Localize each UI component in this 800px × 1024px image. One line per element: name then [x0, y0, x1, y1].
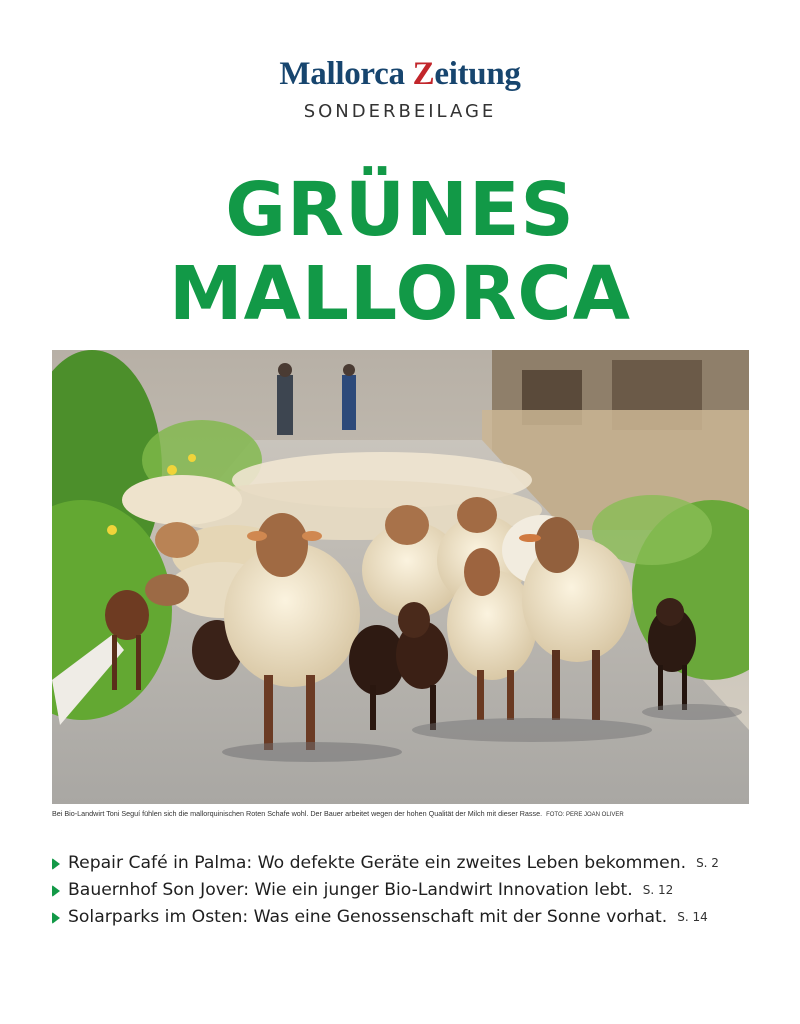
photo-caption — [52, 809, 749, 818]
page-headline — [0, 168, 800, 336]
teaser-list — [52, 850, 752, 931]
bullet-arrow-icon — [52, 912, 60, 924]
logo-text-eitung: eitung — [434, 56, 521, 92]
teaser-text: Bauernhof Son Jover: Wie ein junger Bio-Landwirt Innovation lebt. — [68, 880, 633, 900]
logo-text-mallorca: Mallorca — [279, 56, 413, 92]
teaser-item[interactable] — [52, 850, 752, 877]
teaser-page-ref: S. 12 — [642, 883, 674, 897]
cover-photo-sheep — [52, 350, 749, 804]
newspaper-logo[interactable] — [0, 54, 800, 94]
bullet-arrow-icon — [52, 858, 60, 870]
teaser-text: Repair Café in Palma: Wo defekte Geräte ein zweites Leben bekommen. — [68, 853, 687, 873]
teaser-page-ref: S. 14 — [677, 910, 708, 924]
sheep-flock-illustration — [52, 350, 749, 804]
headline-line-1: GRÜNES — [225, 167, 575, 253]
masthead — [0, 54, 800, 124]
teaser-page-ref: S. 2 — [696, 856, 719, 870]
bullet-arrow-icon — [52, 885, 60, 897]
headline-line-2: MALLORCA — [168, 251, 632, 337]
supplement-label: SONDERBEILAGE — [303, 101, 497, 122]
logo-letter-z: Z — [412, 56, 435, 92]
caption-text: Bei Bio-Landwirt Toni Seguí fühlen sich die mallorquinischen Roten Schafe wohl. Der Bauer arbeitet wegen der hohen Qualität der Milch mit dieser Rasse. — [52, 809, 543, 818]
photo-credit: FOTO: PERE JOAN OLIVER — [546, 812, 624, 818]
teaser-item[interactable] — [52, 877, 752, 904]
teaser-text: Solarparks im Osten: Was eine Genossenschaft mit der Sonne vorhat. — [68, 907, 668, 927]
teaser-item[interactable] — [52, 904, 752, 931]
